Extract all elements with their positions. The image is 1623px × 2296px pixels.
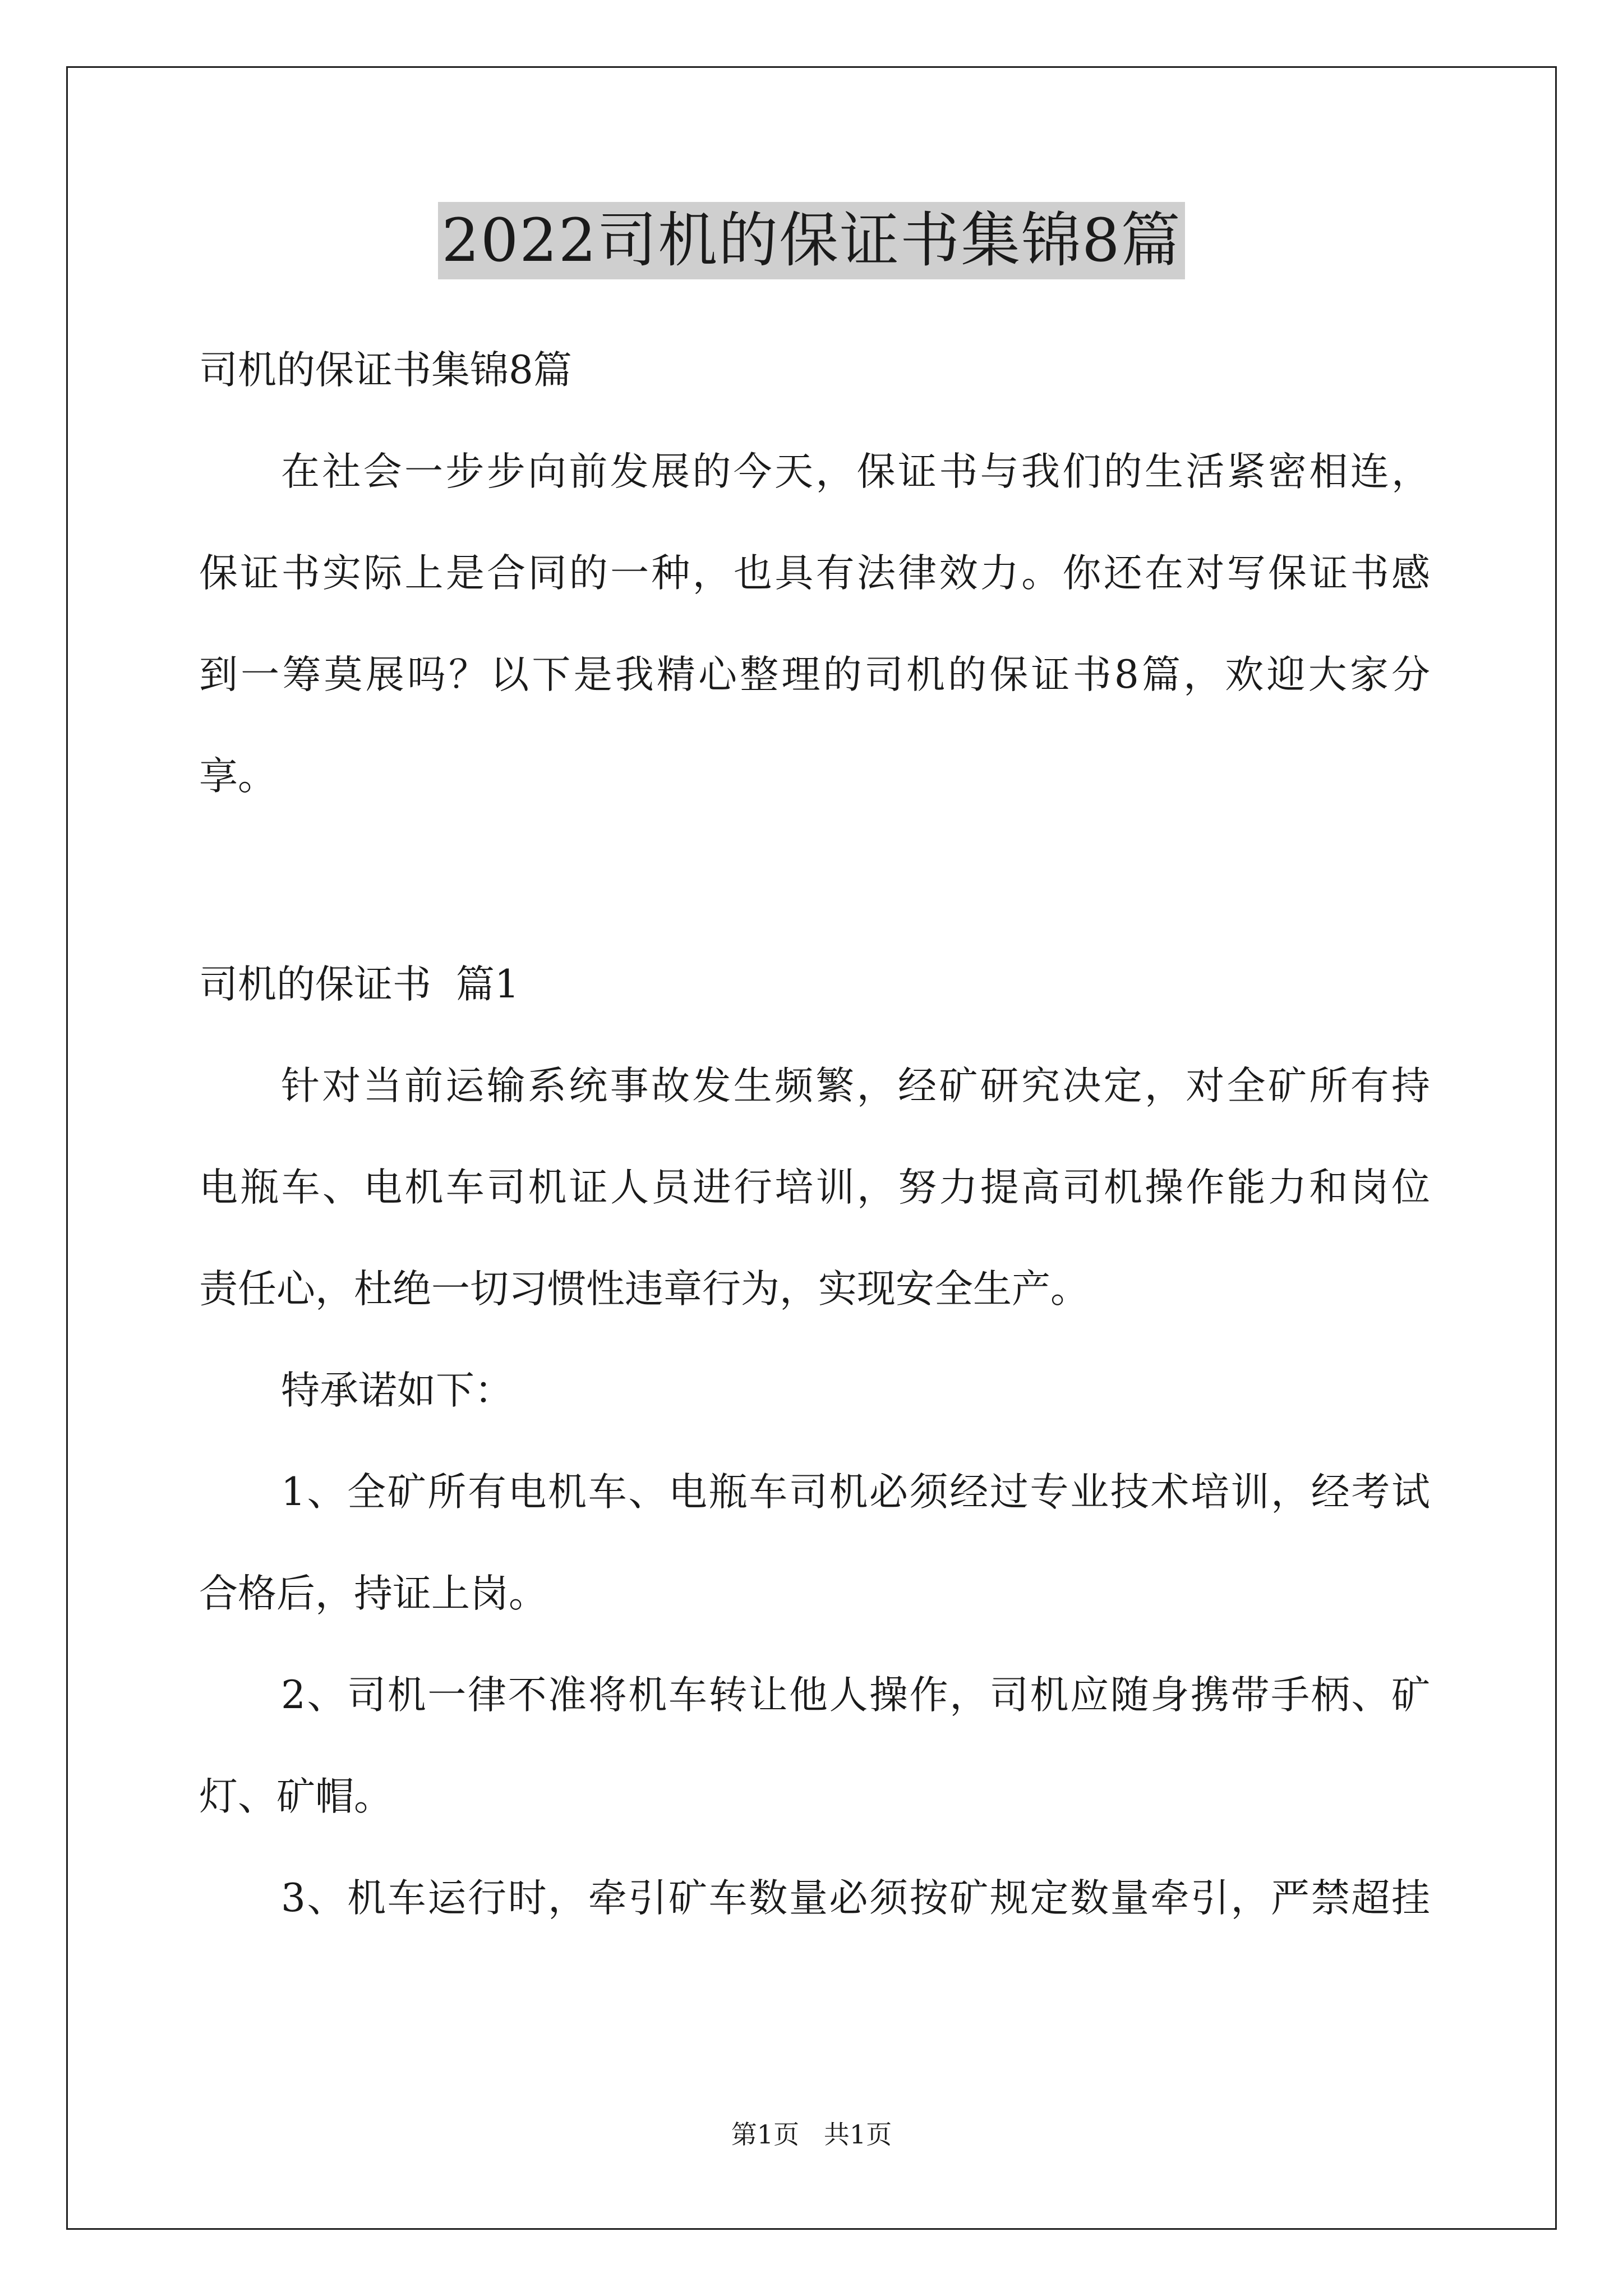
intro-line: 到一筹莫展吗？以下是我精心整理的司机的保证书8篇，欢迎大家分 bbox=[199, 652, 1430, 697]
subtitle: 司机的保证书集锦8篇 bbox=[199, 348, 572, 393]
section-line: 灯、矿帽。 bbox=[199, 1774, 393, 1819]
section-line: 3、机车运行时，牵引矿车数量必须按矿规定数量牵引，严禁超挂 bbox=[281, 1876, 1430, 1921]
section-line: 针对当前运输系统事故发生频繁，经矿研究决定，对全矿所有持 bbox=[281, 1064, 1430, 1108]
section-line: 2、司机一律不准将机车转让他人操作，司机应随身携带手柄、矿 bbox=[281, 1673, 1430, 1718]
page-number: 第1页 共1页 bbox=[731, 2119, 892, 2150]
section-line: 特承诺如下： bbox=[281, 1368, 513, 1413]
section-line: 1、全矿所有电机车、电瓶车司机必须经过专业技术培训，经考试 bbox=[281, 1470, 1430, 1515]
title-container bbox=[0, 202, 1623, 279]
document-body bbox=[199, 320, 1430, 1949]
intro-line: 保证书实际上是合同的一种，也具有法律效力。你还在对写保证书感 bbox=[199, 551, 1430, 596]
section-heading: 司机的保证书 篇1 bbox=[199, 962, 519, 1007]
section-line: 责任心，杜绝一切习惯性违章行为，实现安全生产。 bbox=[199, 1267, 1089, 1312]
document-title: 2022司机的保证书集锦8篇 bbox=[438, 202, 1184, 279]
intro-line: 享。 bbox=[199, 754, 276, 799]
section-line: 电瓶车、电机车司机证人员进行培训，努力提高司机操作能力和岗位 bbox=[199, 1165, 1430, 1210]
spacer bbox=[199, 827, 1430, 934]
intro-line: 在社会一步步向前发展的今天，保证书与我们的生活紧密相连， bbox=[281, 449, 1430, 494]
section-line: 合格后，持证上岗。 bbox=[199, 1571, 547, 1616]
page-footer bbox=[0, 2118, 1623, 2151]
